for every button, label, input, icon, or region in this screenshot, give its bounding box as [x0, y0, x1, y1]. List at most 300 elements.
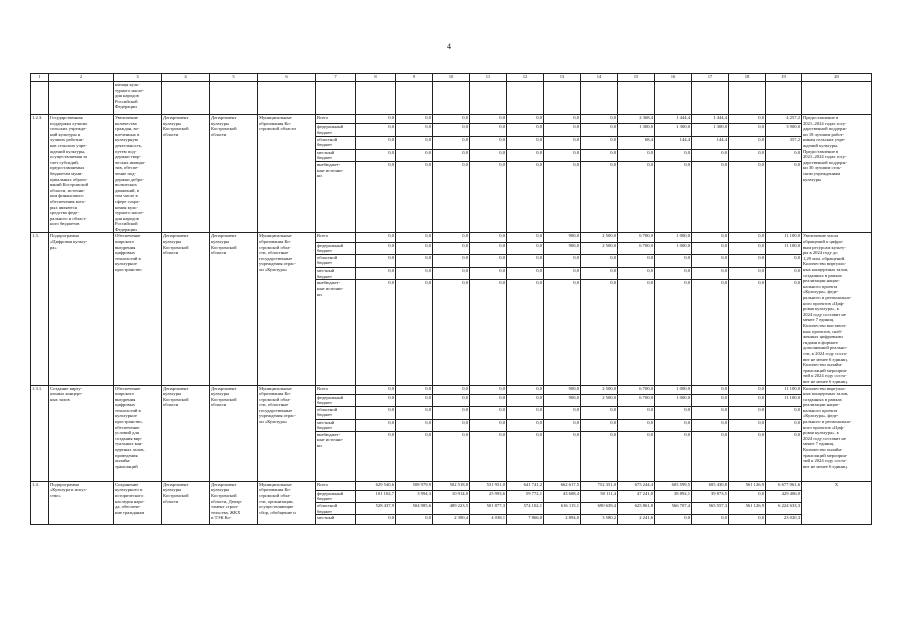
item-customer: Департамент культуры Костромской области — [162, 385, 210, 481]
funding-value: 0,0 — [766, 254, 802, 267]
funding-value: 1 000,0 — [655, 242, 692, 254]
funding-value: 429 406,0 — [766, 490, 802, 502]
funding-source: Всего — [316, 481, 356, 490]
funding-value: 561 126,9 — [729, 481, 766, 490]
funding-value: 6 700,0 — [618, 394, 655, 406]
funding-value: 0,0 — [433, 149, 470, 161]
funding-value: 0,0 — [470, 149, 507, 161]
funding-value: 11 100,0 — [766, 242, 802, 254]
funding-value: 0,0 — [581, 268, 618, 280]
item-purpose: Увеличение количества граждан, во- влеченных в культурную деятельность, путем под- держки твор- ческих инициа- тив, обеспе- чение под- держки добро- вольческих движений, в том числе в сфере сохра- нения куль- турного насле- дия народов Российской Федерации — [114, 115, 162, 233]
funding-value: 528 437,9 — [356, 503, 396, 515]
continuation-cell — [396, 82, 433, 115]
funding-value: 566 707,4 — [655, 503, 692, 515]
item-customer: Департамент культуры Костромской области — [162, 115, 210, 233]
funding-value: 0,0 — [618, 254, 655, 267]
funding-value: 0,0 — [507, 149, 544, 161]
continuation-cell — [49, 82, 114, 115]
funding-value: 0,0 — [729, 254, 766, 267]
funding-value: 0,0 — [356, 149, 396, 161]
funding-value: 504 985,6 — [396, 503, 433, 515]
funding-value: 0,0 — [618, 431, 655, 481]
expected-result: Предоставление в 2021–2024 годах госу- дарственной поддерж- ки 18 лучшим работ- никам сельских учре- ждений культуры. Предоставление в 2021–2024 годах госу- дарственной поддерж- ки 30 лучшим сель- ским учреждениям культуры — [802, 115, 872, 233]
funding-value: 11 100,0 — [766, 233, 802, 242]
funding-value: 23 020,3 — [766, 515, 802, 525]
continuation-cell — [507, 82, 544, 115]
funding-value: 0,0 — [729, 385, 766, 394]
funding-value: 0,0 — [433, 419, 470, 431]
funding-value: 1 444,4 — [655, 115, 692, 124]
continuation-cell — [356, 82, 396, 115]
funding-value: 565 557,3 — [692, 503, 729, 515]
funding-value: 0,0 — [356, 280, 396, 385]
funding-value: 0,0 — [618, 162, 655, 233]
item-participants: Муниципальные образования Ко- стромской обла- сти, организации, осуществляющие сбор, обобщение и — [258, 481, 316, 524]
funding-value: 6 700,0 — [618, 385, 655, 394]
funding-value: 38 892,1 — [655, 490, 692, 502]
continuation-cell — [258, 82, 316, 115]
funding-value: 0,0 — [692, 406, 729, 419]
funding-value: 2 894,0 — [544, 515, 581, 525]
funding-value: 0,0 — [581, 124, 618, 136]
item-number: 1.2.3. — [31, 115, 49, 233]
funding-value: 0,0 — [581, 419, 618, 431]
funding-value: 0,0 — [433, 280, 470, 385]
continuation-cell — [316, 82, 356, 115]
item-executor: Департамент культуры Костромской области — [210, 385, 258, 481]
item-name: Подпрограмма «Культура и искус- ство» — [49, 481, 114, 524]
funding-value: 502 518,8 — [433, 481, 470, 490]
column-number: 5 — [210, 74, 258, 82]
funding-value: 900,0 — [544, 242, 581, 254]
funding-value: 0,0 — [692, 162, 729, 233]
funding-value: 1 000,0 — [655, 394, 692, 406]
funding-value: 144,4 — [692, 136, 729, 149]
funding-value: 0,0 — [507, 136, 544, 149]
funding-value: 0,0 — [356, 242, 396, 254]
funding-value: 0,0 — [581, 431, 618, 481]
funding-value: 11 100,0 — [766, 385, 802, 394]
funding-value: 0,0 — [433, 406, 470, 419]
funding-value: 0,0 — [507, 394, 544, 406]
continuation-cell — [210, 82, 258, 115]
funding-value: 0,0 — [470, 162, 507, 233]
column-number: 2 — [49, 74, 114, 82]
funding-value: 0,0 — [356, 115, 396, 124]
funding-source: федеральный бюджет — [316, 394, 356, 406]
column-number: 8 — [356, 74, 396, 82]
item-purpose: Обеспечение широкого внедрения цифровых технологий в культурное пространство — [114, 233, 162, 385]
funding-source: областной бюджет — [316, 503, 356, 515]
funding-value: 0,0 — [544, 149, 581, 161]
funding-value: 0,0 — [692, 242, 729, 254]
funding-value: 0,0 — [507, 254, 544, 267]
funding-value: 0,0 — [470, 268, 507, 280]
funding-value: 6 700,0 — [618, 233, 655, 242]
funding-value: 0,0 — [396, 124, 433, 136]
funding-source: федеральный бюджет — [316, 124, 356, 136]
funding-value: 508 979,9 — [396, 481, 433, 490]
funding-value: 2 500,0 — [581, 233, 618, 242]
continuation-cell — [470, 82, 507, 115]
funding-value: 0,0 — [433, 385, 470, 394]
item-name: Создание вирту- альных концерт- ных залов — [49, 385, 114, 481]
funding-value: 0,0 — [507, 124, 544, 136]
funding-value: 0,0 — [470, 431, 507, 481]
page-number: 4 — [447, 42, 451, 51]
funding-value: 574 102,1 — [507, 503, 544, 515]
funding-value: 605 430,8 — [692, 481, 729, 490]
funding-value: 0,0 — [470, 419, 507, 431]
funding-value: 0,0 — [544, 254, 581, 267]
funding-value: 0,0 — [729, 406, 766, 419]
funding-value: 0,0 — [729, 490, 766, 502]
funding-source: Всего — [316, 385, 356, 394]
funding-value: 3 994,3 — [396, 490, 433, 502]
funding-value: 0,0 — [433, 233, 470, 242]
item-executor: Департамент культуры Костромской области — [210, 115, 258, 233]
funding-value: 0,0 — [507, 385, 544, 394]
funding-value: 0,0 — [356, 515, 396, 525]
funding-value: 0,0 — [729, 136, 766, 149]
continuation-cell — [31, 82, 49, 115]
funding-value: 561 126,9 — [729, 503, 766, 515]
funding-value: 0,0 — [507, 233, 544, 242]
funding-value: 2 500,0 — [581, 394, 618, 406]
funding-value: 0,0 — [396, 419, 433, 431]
funding-value: 0,0 — [507, 115, 544, 124]
continuation-cell — [544, 82, 581, 115]
funding-value: 0,0 — [618, 149, 655, 161]
funding-value: 0,0 — [729, 124, 766, 136]
funding-value: 0,0 — [544, 419, 581, 431]
funding-value: 2 500,0 — [581, 242, 618, 254]
funding-value: 0,0 — [618, 406, 655, 419]
funding-value: 1 300,0 — [618, 124, 655, 136]
funding-value: 1 444,4 — [692, 115, 729, 124]
column-number: 13 — [544, 74, 581, 82]
funding-value: 1 000,0 — [655, 233, 692, 242]
funding-value: 0,0 — [396, 115, 433, 124]
expected-result: Количество виртуаль- ных концертных залов, созданных в рамках реализации нацио- нального проекта «Культура», феде- рального и регионально- ного проектов «Циф- ровая культура», к 2024 году составит не менее 7 единиц. Количество онлайн- трансляций мероприя- тий к 2024 году соста- вит не менее 6 единиц. — [802, 385, 872, 481]
funding-value: 0,0 — [544, 406, 581, 419]
funding-source: областной бюджет — [316, 406, 356, 419]
funding-value: 0,0 — [729, 149, 766, 161]
continuation-cell — [729, 82, 766, 115]
funding-source: внебюджет- ные источни- ки — [316, 280, 356, 385]
continuation-row — [31, 82, 872, 115]
funding-value: 0,0 — [544, 136, 581, 149]
funding-value: 0,0 — [766, 162, 802, 233]
funding-source: Всего — [316, 115, 356, 124]
item-participants: Муниципальные образования Ко- стромской обла- сти, областные государственные учреждения отрас- ли «Культура» — [258, 233, 316, 385]
funding-source: Всего — [316, 233, 356, 242]
funding-value: 0,0 — [356, 385, 396, 394]
column-number: 15 — [618, 74, 655, 82]
funding-value: 0,0 — [470, 385, 507, 394]
funding-value: 0,0 — [470, 233, 507, 242]
funding-value: 0,0 — [581, 280, 618, 385]
funding-value: 675 244,4 — [618, 481, 655, 490]
column-number: 12 — [507, 74, 544, 82]
item-executor: Департамент культуры Костромской области — [210, 233, 258, 385]
column-number: 16 — [655, 74, 692, 82]
funding-value: 0,0 — [766, 431, 802, 481]
funding-value: 0,0 — [396, 242, 433, 254]
column-number: 9 — [396, 74, 433, 82]
funding-source: местный — [316, 515, 356, 525]
funding-value: 616 115,1 — [544, 503, 581, 515]
funding-value: 0,0 — [692, 268, 729, 280]
funding-value: 0,0 — [396, 394, 433, 406]
funding-value: 0,0 — [356, 394, 396, 406]
funding-value: 0,0 — [433, 431, 470, 481]
funding-value: 0,0 — [581, 115, 618, 124]
funding-value: 752 351,0 — [581, 481, 618, 490]
funding-value: 43 608,4 — [544, 490, 581, 502]
funding-value: 0,0 — [356, 268, 396, 280]
funding-value: 0,0 — [655, 419, 692, 431]
funding-value: 0,0 — [507, 242, 544, 254]
funding-value: 0,0 — [692, 280, 729, 385]
funding-value: 47 241,0 — [618, 490, 655, 502]
item-customer: Департамент культуры Костромской области — [162, 233, 210, 385]
continuation-cell — [433, 82, 470, 115]
funding-value: 1 300,0 — [692, 124, 729, 136]
funding-value: 605 599,5 — [655, 481, 692, 490]
funding-value: 0,0 — [618, 419, 655, 431]
funding-value: 0,0 — [433, 394, 470, 406]
funding-value: 0,0 — [433, 162, 470, 233]
funding-value: 0,0 — [692, 385, 729, 394]
table-row — [31, 233, 872, 242]
funding-value: 0,0 — [356, 136, 396, 149]
funding-value: 58 111,4 — [581, 490, 618, 502]
funding-value: 0,0 — [766, 406, 802, 419]
funding-value: 0,0 — [655, 162, 692, 233]
funding-value: 0,0 — [396, 136, 433, 149]
funding-value: 0,0 — [433, 254, 470, 267]
funding-value: 7 866,0 — [507, 515, 544, 525]
funding-value: 0,0 — [581, 254, 618, 267]
funding-source: областной бюджет — [316, 254, 356, 267]
funding-value: 0,0 — [692, 394, 729, 406]
funding-value: 0,0 — [507, 162, 544, 233]
funding-value: 357,2 — [766, 136, 802, 149]
funding-value: 0,0 — [507, 431, 544, 481]
column-number: 18 — [729, 74, 766, 82]
funding-source: местный бюджет — [316, 149, 356, 161]
funding-value: 6 224 633,3 — [766, 503, 802, 515]
funding-source: федеральный бюджет — [316, 490, 356, 502]
column-number: 1 — [31, 74, 49, 82]
funding-value: 489 223,5 — [433, 503, 470, 515]
funding-value: 68,4 — [618, 136, 655, 149]
funding-value: 11 100,0 — [766, 394, 802, 406]
continuation-cell — [655, 82, 692, 115]
funding-value: 0,0 — [692, 233, 729, 242]
funding-value: 0,0 — [396, 268, 433, 280]
funding-value: 0,0 — [729, 115, 766, 124]
funding-value: 0,0 — [581, 136, 618, 149]
table-row — [31, 385, 872, 394]
continuation-cell — [692, 82, 729, 115]
funding-value: 0,0 — [396, 385, 433, 394]
funding-value: 0,0 — [581, 162, 618, 233]
funding-value: 501 877,3 — [470, 503, 507, 515]
funding-value: 101 102,7 — [356, 490, 396, 502]
funding-value: 0,0 — [692, 149, 729, 161]
column-number: 7 — [316, 74, 356, 82]
funding-value: 25 993,6 — [470, 490, 507, 502]
funding-value: 10 914,0 — [433, 490, 470, 502]
item-participants: Муниципальные образования Ко- стромской области — [258, 115, 316, 233]
funding-value: 0,0 — [766, 419, 802, 431]
funding-value: 0,0 — [729, 419, 766, 431]
funding-value: 0,0 — [356, 233, 396, 242]
funding-value: 0,0 — [433, 124, 470, 136]
funding-value: 2 390,4 — [433, 515, 470, 525]
funding-value: 0,0 — [692, 431, 729, 481]
funding-value: 690 639,4 — [581, 503, 618, 515]
funding-value: 3 900,0 — [766, 124, 802, 136]
funding-value: 0,0 — [507, 419, 544, 431]
funding-value: 0,0 — [729, 280, 766, 385]
funding-value: 0,0 — [433, 115, 470, 124]
column-number: 11 — [470, 74, 507, 82]
funding-value: 0,0 — [470, 124, 507, 136]
funding-value: 0,0 — [356, 419, 396, 431]
continuation-cell — [802, 82, 872, 115]
column-number: 4 — [162, 74, 210, 82]
funding-value: 3 580,2 — [581, 515, 618, 525]
funding-value: 0,0 — [729, 268, 766, 280]
funding-value: 4 257,2 — [766, 115, 802, 124]
funding-value: 0,0 — [507, 268, 544, 280]
column-number: 14 — [581, 74, 618, 82]
funding-value: 0,0 — [544, 115, 581, 124]
item-number: 1.3.1. — [31, 385, 49, 481]
funding-source: внебюджет- ные источни- ки — [316, 431, 356, 481]
funding-source: областной бюджет — [316, 136, 356, 149]
funding-value: 0,0 — [507, 280, 544, 385]
funding-value: 0,0 — [544, 162, 581, 233]
funding-source: местный бюджет — [316, 419, 356, 431]
funding-value: 629 540,6 — [356, 481, 396, 490]
funding-value: 0,0 — [729, 233, 766, 242]
funding-value: 0,0 — [356, 254, 396, 267]
funding-value: 0,0 — [766, 268, 802, 280]
item-name: Государственная поддержка лучших сельских учрежде- ний культуры и лучших работни- ков сельских учре- ждений культуры, осуществляемая за счет субсидий, предоставляемых бюджетам муни- ципальных образо- ваний Костромской области, источни- ком финансового обеспечения кото- рых являются средства феде- рального и област- ного бюджетов — [49, 115, 114, 233]
funding-value: 0,0 — [655, 268, 692, 280]
funding-value: 1 300,0 — [655, 124, 692, 136]
funding-value: 0,0 — [544, 431, 581, 481]
continuation-cell — [581, 82, 618, 115]
funding-value: 0,0 — [766, 280, 802, 385]
funding-value: 0,0 — [581, 149, 618, 161]
funding-value: 625 861,8 — [618, 503, 655, 515]
funding-value: 0,0 — [544, 124, 581, 136]
funding-value: 0,0 — [356, 124, 396, 136]
funding-value: 0,0 — [692, 419, 729, 431]
funding-value: 0,0 — [766, 149, 802, 161]
funding-value: 0,0 — [729, 394, 766, 406]
funding-value: 0,0 — [544, 280, 581, 385]
funding-value: 0,0 — [618, 280, 655, 385]
expected-result: Увеличение числа обращений к цифро- вым ресурсам культу- ры в 2024 году до 1,29 млн. обращений. Количество виртуаль- ных концертных залов, созданных в рамках реализации нацио- нального проекта «Культура», феде- рального и регионально- ного проектов «Циф- ровая культура», к 2024 году составит не менее 7 единиц. Количество выставоч- ных проектов, снаб- женных цифровыми гидами в формате дополненной реально- сти, к 2024 году соста- вит не менее 6 единиц. Количество онлайн- трансляций мероприя- тий к 2024 году соста- вит не менее 6 единиц. — [802, 233, 872, 385]
funding-value: 0,0 — [396, 515, 433, 525]
funding-value: 6 700,0 — [618, 242, 655, 254]
funding-value: 0,0 — [729, 431, 766, 481]
funding-value: 0,0 — [396, 162, 433, 233]
funding-value: 0,0 — [692, 254, 729, 267]
funding-value: 900,0 — [544, 385, 581, 394]
funding-value: 0,0 — [655, 515, 692, 525]
funding-value: 0,0 — [396, 431, 433, 481]
table-row — [31, 481, 872, 490]
funding-value: 0,0 — [356, 406, 396, 419]
funding-value: 900,0 — [544, 394, 581, 406]
item-name: Подпрограмма «Цифровая культу- ра» — [49, 233, 114, 385]
funding-value: 0,0 — [544, 268, 581, 280]
funding-value: 4 038,1 — [470, 515, 507, 525]
funding-value: 0,0 — [396, 149, 433, 161]
funding-value: 2 368,4 — [618, 115, 655, 124]
item-executor: Департамент культуры Костромской области, Депар- тамент строи- тельства, ЖКХ и ТЭК Ко- — [210, 481, 258, 524]
funding-value: 0,0 — [433, 242, 470, 254]
continuation-cell — [162, 82, 210, 115]
funding-value: 0,0 — [433, 268, 470, 280]
column-number: 6 — [258, 74, 316, 82]
funding-value: 900,0 — [544, 233, 581, 242]
funding-value: 0,0 — [396, 406, 433, 419]
column-number-row — [31, 74, 872, 82]
funding-value: 0,0 — [396, 254, 433, 267]
item-participants: Муниципальные образования Ко- стромской обла- сти, областные государственные учреждения отрас- ли «Культура» — [258, 385, 316, 481]
item-customer: Департамент культуры Костромской области — [162, 481, 210, 524]
funding-value: 0,0 — [692, 515, 729, 525]
funding-value: 1 000,0 — [655, 385, 692, 394]
funding-value: 0,0 — [470, 254, 507, 267]
funding-source: внебюджет- ные источни- ки — [316, 162, 356, 233]
funding-value: 0,0 — [729, 515, 766, 525]
funding-value: 0,0 — [470, 115, 507, 124]
funding-value: 39 873,5 — [692, 490, 729, 502]
column-number: 10 — [433, 74, 470, 82]
funding-value: 6 677 061,6 — [766, 481, 802, 490]
funding-source: федеральный бюджет — [316, 242, 356, 254]
column-number: 19 — [766, 74, 802, 82]
funding-value: 0,0 — [470, 394, 507, 406]
table-row — [31, 115, 872, 124]
funding-value: 0,0 — [433, 136, 470, 149]
funding-value: 0,0 — [655, 431, 692, 481]
funding-value: 0,0 — [655, 149, 692, 161]
item-purpose: Сохранение культурного и исторического наследия наро- да, обеспече- ние гражданам — [114, 481, 162, 524]
funding-value: 0,0 — [470, 242, 507, 254]
funding-value: 531 951,0 — [470, 481, 507, 490]
continuation-purpose: низаця куль- турного насле- дия народов Российской Федерации — [114, 82, 162, 115]
expected-result: X — [802, 481, 872, 524]
funding-value: 0,0 — [655, 280, 692, 385]
column-number: 17 — [692, 74, 729, 82]
funding-value: 0,0 — [655, 406, 692, 419]
funding-value: 59 772,1 — [507, 490, 544, 502]
continuation-cell — [618, 82, 655, 115]
funding-value: 641 741,2 — [507, 481, 544, 490]
funding-value: 2 241,6 — [618, 515, 655, 525]
funding-source: местный бюджет — [316, 268, 356, 280]
